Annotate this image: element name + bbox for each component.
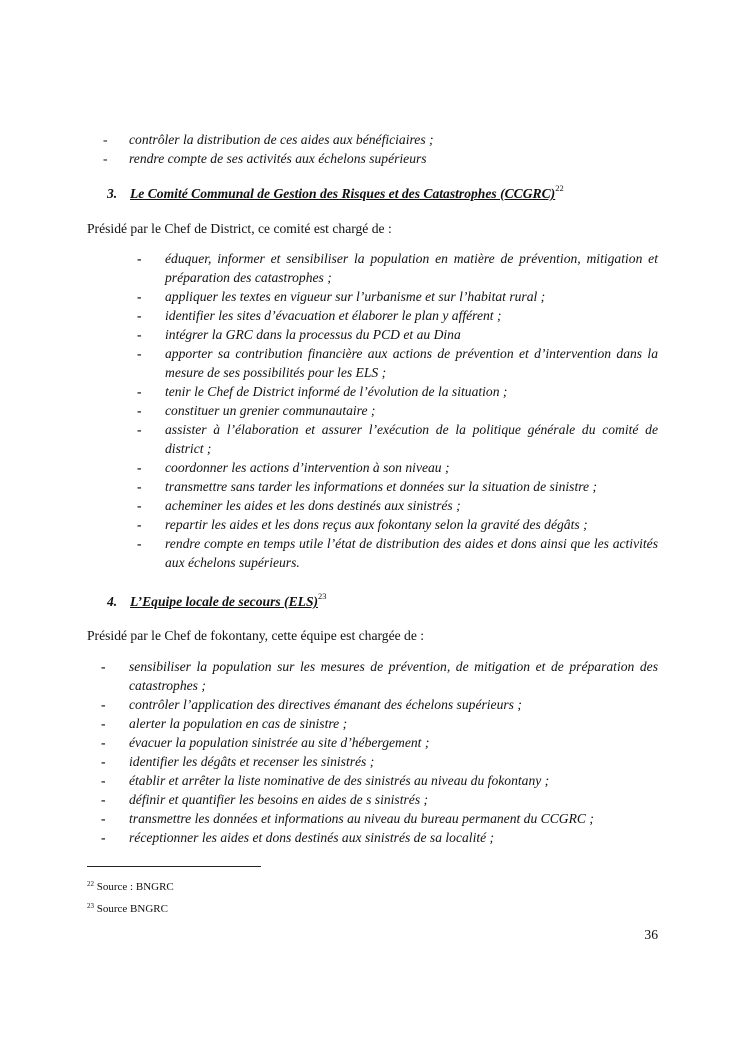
section-3-title: Le Comité Communal de Gestion des Risques et des Catastrophes (CCGRC) [130,186,556,201]
list-item-text: définir et quantifier les besoins en aides de s sinistrés ; [129,792,429,807]
list-bullet: - [137,289,142,304]
footnote-number: 23 [87,902,94,910]
section-3-number: 3. [107,186,118,201]
list-item-text: acheminer les aides et les dons destinés aux sinistrés ; [165,498,461,513]
list-item [0,790,744,809]
list-bullet: - [137,460,142,475]
footnote-22 [87,880,174,894]
list-item [0,130,744,149]
list-bullet: - [137,403,142,418]
list-item-text: sensibiliser la population sur les mesures de prévention, de mitigation et de préparation des catastrophes ; [129,659,658,693]
list-item-text: transmettre les données et informations au niveau du bureau permanent du CCGRC ; [129,811,594,826]
list-item [0,287,744,306]
list-item-text: alerter la population en cas de sinistre ; [129,716,348,731]
footnote-ref-22: 22 [555,183,564,193]
list-item [0,401,744,420]
footnote-text: Source BNGRC [96,903,168,915]
list-item-text: tenir le Chef de District informé de l’évolution de la situation ; [165,384,508,399]
list-bullet: - [103,151,108,166]
list-item [0,382,744,401]
list-bullet: - [137,479,142,494]
section-4-title: L’Equipe locale de secours (ELS) [130,594,319,609]
list-item-text: appliquer les textes en vigueur sur l’urbanisme et sur l’habitat rural ; [165,289,546,304]
list-item-text: identifier les dégâts et recenser les sinistrés ; [129,754,375,769]
list-item-text: rendre compte de ses activités aux échelons supérieurs [129,151,427,166]
section-4-number: 4. [107,594,118,609]
section-4-list [0,657,744,847]
list-bullet: - [101,735,106,750]
list-item [0,752,744,771]
list-bullet: - [101,811,106,826]
section-3-list [0,249,744,572]
list-item-text: contrôler l’application des directives émanant des échelons supérieurs ; [129,697,522,712]
list-bullet: - [103,132,108,147]
list-item [0,249,744,287]
list-bullet: - [137,327,142,342]
list-item [0,828,744,847]
list-item-text: coordonner les actions d’intervention à son niveau ; [165,460,450,475]
section-4-intro: Présidé par le Chef de fokontany, cette équipe est chargée de : [87,628,425,643]
list-item [0,534,744,572]
section-4-heading [107,592,327,611]
list-item [0,477,744,496]
list-bullet: - [137,498,142,513]
footnote-text: Source : BNGRC [96,881,174,893]
list-bullet: - [101,830,106,845]
list-item [0,695,744,714]
list-item-text: éduquer, informer et sensibiliser la population en matière de prévention, mitigation et préparation des catastrophes ; [165,251,658,285]
list-item [0,809,744,828]
list-bullet: - [137,384,142,399]
list-bullet: - [137,422,142,437]
list-item-text: repartir les aides et les dons reçus aux fokontany selon la gravité des dégâts ; [165,517,588,532]
list-item [0,458,744,477]
list-bullet: - [137,517,142,532]
footnote-separator [87,866,261,867]
list-item-text: transmettre sans tarder les informations et données sur la situation de sinistre ; [165,479,597,494]
list-item-text: intégrer la GRC dans la processus du PCD et au Dina [165,327,461,342]
list-item [0,420,744,458]
list-item-text: rendre compte en temps utile l’état de distribution des aides et dons ainsi que les activités aux échelons supérieurs. [165,536,658,570]
list-bullet: - [137,346,142,361]
list-item-text: apporter sa contribution financière aux actions de prévention et d’intervention dans la mesure de ses possibilités pour les ELS ; [165,346,658,380]
list-item [0,714,744,733]
list-item [0,306,744,325]
list-item [0,325,744,344]
list-item-text: réceptionner les aides et dons destinés aux sinistrés de sa localité ; [129,830,495,845]
footnote-number: 22 [87,880,94,888]
footnote-23 [87,902,168,916]
list-item [0,149,744,168]
list-item-text: constituer un grenier communautaire ; [165,403,376,418]
list-item [0,771,744,790]
page-number: 36 [644,927,658,942]
list-item [0,344,744,382]
list-item-text: évacuer la population sinistrée au site d’hébergement ; [129,735,430,750]
list-item [0,515,744,534]
list-item [0,657,744,695]
list-bullet: - [101,697,106,712]
section-3-intro: Présidé par le Chef de District, ce comité est chargé de : [87,221,392,236]
list-item-text: identifier les sites d’évacuation et élaborer le plan y afférent ; [165,308,502,323]
list-bullet: - [101,659,106,674]
list-bullet: - [101,716,106,731]
list-bullet: - [101,792,106,807]
list-item [0,733,744,752]
list-item-text: assister à l’élaboration et assurer l’exécution de la politique générale du comité de district ; [165,422,658,456]
list-bullet: - [137,251,142,266]
list-bullet: - [137,308,142,323]
list-item [0,496,744,515]
list-item-text: établir et arrêter la liste nominative de des sinistrés au niveau du fokontany ; [129,773,550,788]
list-bullet: - [101,773,106,788]
list-item-text: contrôler la distribution de ces aides aux bénéficiaires ; [129,132,434,147]
list-bullet: - [101,754,106,769]
section-3-heading [107,184,564,203]
footnote-ref-23: 23 [318,591,327,601]
list-bullet: - [137,536,142,551]
